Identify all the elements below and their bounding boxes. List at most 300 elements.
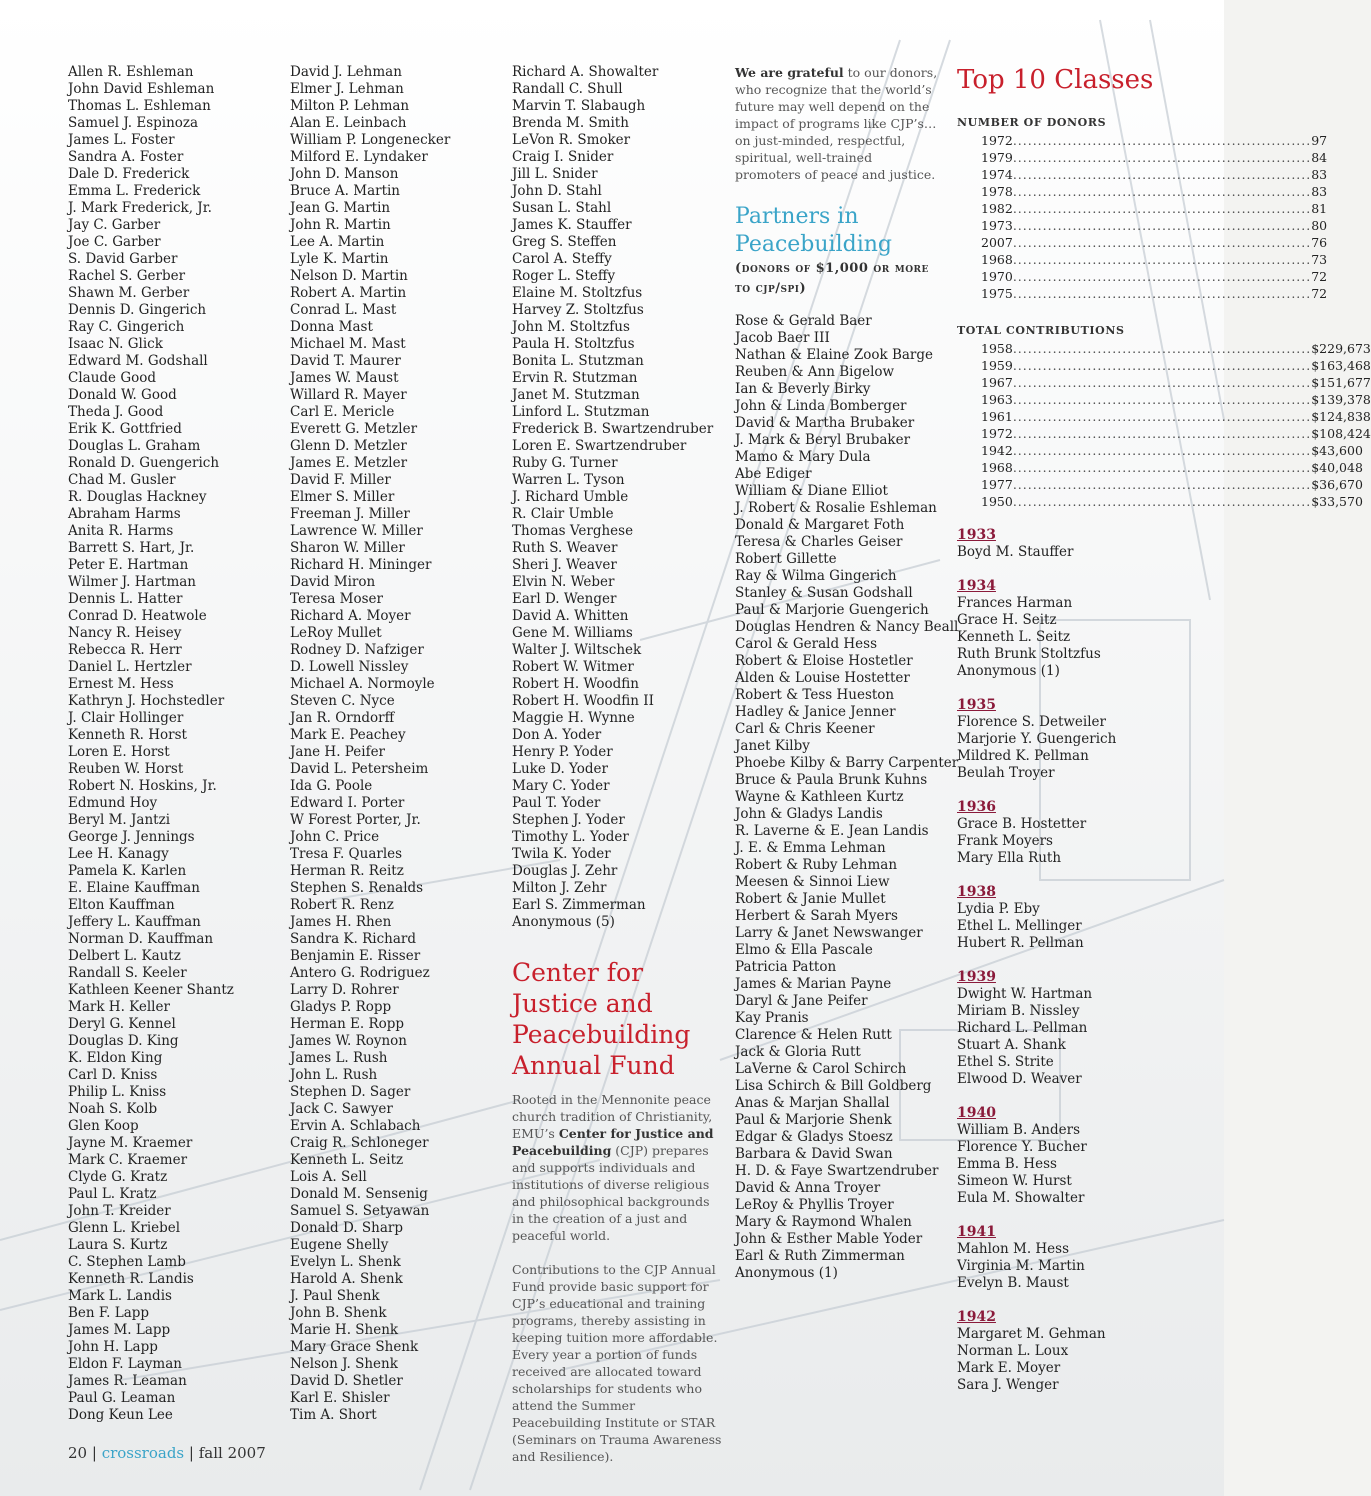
donor-name: Harvey Z. Stoltzfus [512,302,644,318]
donor-name: Florence S. Detweiler [957,714,1107,730]
donor-name: Bonita L. Stutzman [512,353,644,369]
donor-name: Benjamin E. Risser [290,948,421,964]
donor-name: Earl D. Wenger [512,591,617,607]
class-ranking-row [957,476,1363,493]
donor-name: Bruce A. Martin [290,183,401,199]
donor-column-3 [512,64,722,1465]
class-year-heading: 1935 [957,697,996,713]
donor-name: Rodney D. Nafziger [290,642,424,658]
donor-name: David & Martha Brubaker [735,415,915,431]
donor-name: Carl & Chris Keener [735,721,875,737]
class-year: 1977 [981,477,1013,492]
class-year: 1959 [981,358,1013,373]
donor-name: Jacob Baer III [735,330,830,346]
leader-dots: ............................................................ [1012,443,1312,458]
donor-name: James L. Foster [68,132,175,148]
leader-dots: ............................................................ [1012,269,1312,284]
leader-dots: ............................................................ [1012,392,1312,407]
donor-name: Reuben & Ann Bigelow [735,364,895,380]
donor-name: Carl D. Kniss [68,1067,158,1083]
class-year: 1979 [981,150,1013,165]
donor-name: Donald M. Sensenig [290,1186,428,1202]
donor-column-1 [68,64,278,1424]
donor-name: Joe C. Garber [68,234,161,250]
leader-dots: ............................................................ [1012,426,1312,441]
donor-name: Loren E. Horst [68,744,170,760]
donor-name: Milton J. Zehr [512,880,607,896]
class-value: $151,677 [1311,375,1371,390]
class-ranking-row [957,132,1328,149]
donor-name: Douglas D. King [68,1033,179,1049]
donor-name: Teresa & Charles Geiser [735,534,903,550]
class-year-heading: 1940 [957,1105,996,1121]
donor-name: Janet Kilby [735,738,810,754]
donor-name: James L. Rush [290,1050,388,1066]
donor-name: John & Esther Mable Yoder [735,1231,923,1247]
number-of-donors-heading: NUMBER OF DONORS [957,116,1107,129]
donor-name: J. Mark & Beryl Brubaker [735,432,911,448]
leader-dots: ............................................................ [1012,494,1312,509]
donor-name: Craig I. Snider [512,149,614,165]
donor-name: Robert & Tess Hueston [735,687,895,703]
donor-name: Tim A. Short [290,1407,377,1423]
donor-name: Wilmer J. Hartman [68,574,196,590]
class-ranking-row [957,340,1371,357]
class-value: 83 [1311,184,1328,199]
donor-name: Hubert R. Pellman [957,935,1084,951]
class-ranking-row [957,149,1328,166]
donor-name: Robert & Eloise Hostetler [735,653,913,669]
class-ranking-row [957,166,1328,183]
donor-name: Dennis D. Gingerich [68,302,207,318]
donor-name: David D. Shetler [290,1373,403,1389]
class-year: 1978 [981,184,1013,199]
donor-name: William P. Longenecker [290,132,451,148]
donor-name: William B. Anders [957,1122,1081,1138]
donor-name: Elvin N. Weber [512,574,615,590]
class-ranking-row [957,268,1328,285]
donor-name: Robert Gillette [735,551,837,567]
donor-name: Jayne M. Kraemer [68,1135,193,1151]
donor-name: Karl E. Shisler [290,1390,390,1406]
donor-name: Marvin T. Slabaugh [512,98,646,114]
class-value: $33,570 [1311,494,1363,509]
donor-name: Ruth S. Weaver [512,540,618,556]
donor-name: Glenn D. Metzler [290,438,407,454]
donor-name: E. Elaine Kauffman [68,880,200,896]
donor-name: D. Lowell Nissley [290,659,409,675]
donor-name: William & Diane Elliot [735,483,888,499]
donor-name: Abe Ediger [735,466,812,482]
donor-name: Grace H. Seitz [957,612,1057,628]
donor-name: Ray C. Gingerich [68,319,185,335]
donor-name: Michael A. Normoyle [290,676,435,692]
page-number: 20 [68,1444,88,1462]
donor-name: Stuart A. Shank [957,1037,1066,1053]
donor-name: Boyd M. Stauffer [957,544,1074,560]
donor-name: W Forest Porter, Jr. [290,812,421,828]
donor-name: Elmer J. Lehman [290,81,404,97]
donor-name: Larry & Janet Newswanger [735,925,923,941]
class-year: 1963 [981,392,1013,407]
donor-name: Clarence & Helen Rutt [735,1027,892,1043]
donor-name: Edgar & Gladys Stoesz [735,1129,893,1145]
donor-name: Stephen J. Yoder [512,812,625,828]
donor-name: Eugene Shelly [290,1237,389,1253]
donor-name: Norman D. Kauffman [68,931,214,947]
donor-name: Mildred K. Pellman [957,748,1089,764]
class-year: 1968 [981,252,1013,267]
leader-dots: ............................................................ [1012,477,1312,492]
donor-name: Douglas L. Graham [68,438,201,454]
donor-name: James H. Rhen [290,914,392,930]
class-value: $139,378 [1311,392,1371,407]
donor-name: James E. Metzler [290,455,408,471]
donor-name: Clyde G. Kratz [68,1169,168,1185]
donor-name: Delbert L. Kautz [68,948,181,964]
donor-name: Sheri J. Weaver [512,557,617,573]
donor-name: Robert R. Renz [290,897,394,913]
donor-name: David T. Maurer [290,353,401,369]
donor-name: John R. Martin [290,217,391,233]
donor-name: Kenneth L. Seitz [290,1152,404,1168]
donor-name: H. D. & Faye Swartzendruber [735,1163,939,1179]
donor-name: John D. Manson [290,166,399,182]
class-value: $43,600 [1311,443,1363,458]
donor-name: John L. Rush [290,1067,378,1083]
donor-name: Paul T. Yoder [512,795,601,811]
donor-name: Loren E. Swartzendruber [512,438,687,454]
top-classes-title: Top 10 Classes [957,65,1154,95]
class-year: 1972 [981,133,1013,148]
donor-name: R. Laverne & E. Jean Landis [735,823,929,839]
donor-name: Claude Good [68,370,156,386]
donor-name: LeVon R. Smoker [512,132,631,148]
class-ranking-row [957,459,1363,476]
donor-name: Dennis L. Hatter [68,591,183,607]
class-ranking-row [957,251,1328,268]
class-value: 83 [1311,167,1328,182]
donor-name: Paul G. Leaman [68,1390,176,1406]
donor-name: Jack & Gloria Rutt [735,1044,861,1060]
donor-name: Dwight W. Hartman [957,986,1093,1002]
donor-name: Ronald D. Guengerich [68,455,220,471]
donor-name: Walter J. Wiltschek [512,642,642,658]
donor-name: David L. Petersheim [290,761,429,777]
donor-name: Samuel J. Espinoza [68,115,199,131]
donor-name: J. E. & Emma Lehman [735,840,886,856]
donor-name: James & Marian Payne [735,976,892,992]
cjp-fund-title: Center for Justice and Peacebuilding Annual Fund [512,958,691,1080]
donor-name: Stephen D. Sager [290,1084,411,1100]
donor-name: David Miron [290,574,376,590]
donor-name: Ruth Brunk Stoltzfus [957,646,1101,662]
cjp-fund-paragraph-2: Contributions to the CJP Annual Fund provide basic support for CJP’s educational and training programs, thereby assisting in keeping tuition more affordable. Every year a portion of funds received are allocated toward scholarships for students who attend the Summer Peacebuilding Institute or STAR (Seminars on Trauma Awareness and Resilience). [512,1262,722,1464]
partners-subtitle: (donors of $1,000 or more to cjp/spi) [735,261,929,296]
class-value: 97 [1311,133,1328,148]
donor-name: Frederick B. Swartzendruber [512,421,714,437]
donor-name: Warren L. Tyson [512,472,625,488]
donor-name: Lee H. Kanagy [68,846,169,862]
class-value: $108,424 [1311,426,1371,441]
donor-name: Deryl G. Kennel [68,1016,176,1032]
donor-name: Henry P. Yoder [512,744,613,760]
donor-name: Kay Pranis [735,1010,809,1026]
donor-name: Mark E. Moyer [957,1360,1061,1376]
donor-name: Jack C. Sawyer [290,1101,393,1117]
donor-name: Jeffery L. Kauffman [68,914,201,930]
donor-name: Mary Ella Ruth [957,850,1062,866]
donor-name: Daniel L. Hertzler [68,659,192,675]
class-ranking-row [957,183,1328,200]
leader-dots: ............................................................ [1012,133,1312,148]
donor-name: Robert & Ruby Lehman [735,857,898,873]
partners-title: Partners in Peacebuilding [735,204,892,257]
donor-name: Dale D. Frederick [68,166,190,182]
donor-name: Meesen & Sinnoi Liew [735,874,890,890]
donor-name: Herman R. Reitz [290,863,404,879]
donor-name: LeRoy Mullet [290,625,382,641]
donor-name: Barbara & David Swan [735,1146,893,1162]
donor-name: Donna Mast [290,319,373,335]
donor-name: Miriam B. Nissley [957,1003,1080,1019]
donor-name: Barrett S. Hart, Jr. [68,540,195,556]
donor-name: J. Clair Hollinger [68,710,184,726]
class-ranking-row [957,357,1371,374]
donor-name: Isaac N. Glick [68,336,163,352]
donor-name: Ian & Beverly Birky [735,381,871,397]
class-year: 2007 [981,235,1013,250]
donor-name: Carl E. Mericle [290,404,395,420]
donor-name: Bruce & Paula Brunk Kuhns [735,772,928,788]
donor-name: K. Eldon King [68,1050,163,1066]
donor-name: Mark L. Landis [68,1288,172,1304]
donor-name: Evelyn B. Maust [957,1275,1069,1291]
donor-name: Hadley & Janice Jenner [735,704,896,720]
donor-name: Jane H. Peifer [290,744,386,760]
donor-name: Timothy L. Yoder [512,829,629,845]
donor-name: Robert H. Woodfin [512,676,640,692]
class-ranking-row [957,217,1328,234]
donor-name: John C. Price [290,829,380,845]
donor-name: Kathryn J. Hochstedler [68,693,225,709]
donor-name: Robert H. Woodfin II [512,693,654,709]
donor-name: Sandra A. Foster [68,149,184,165]
class-value: 73 [1311,252,1328,267]
donor-name: John H. Lapp [68,1339,158,1355]
leader-dots: ............................................................ [1012,358,1312,373]
class-ranking-row [957,391,1371,408]
class-value: 72 [1311,269,1328,284]
donor-name: Kenneth R. Landis [68,1271,194,1287]
donor-name: Nancy R. Heisey [68,625,182,641]
donor-name: David A. Whitten [512,608,629,624]
donor-name: Lee A. Martin [290,234,385,250]
donor-name: Wayne & Kathleen Kurtz [735,789,904,805]
donor-name: Beryl M. Jantzi [68,812,171,828]
donor-name: Freeman J. Miller [290,506,410,522]
donor-name: Douglas Hendren & Nancy Beall [735,619,959,635]
donor-name: James M. Lapp [68,1322,171,1338]
class-year-heading: 1934 [957,578,996,594]
donor-name: Abraham Harms [68,506,181,522]
donor-name: John & Gladys Landis [735,806,883,822]
class-value: 84 [1311,150,1328,165]
class-value: 76 [1311,235,1328,250]
donor-name: Elmer S. Miller [290,489,395,505]
donor-name: Florence Y. Bucher [957,1139,1087,1155]
donor-name: Edmund Hoy [68,795,158,811]
donor-name: J. Mark Frederick, Jr. [68,200,212,216]
donor-name: Robert A. Martin [290,285,407,301]
donor-name: Paul & Marjorie Guengerich [735,602,929,618]
donor-name: Paul L. Kratz [68,1186,157,1202]
donor-name: Edward M. Godshall [68,353,208,369]
donor-name: Robert N. Hoskins, Jr. [68,778,217,794]
leader-dots: ............................................................ [1012,286,1312,301]
donor-name: Donald & Margaret Foth [735,517,905,533]
donor-name: Ray & Wilma Gingerich [735,568,897,584]
donor-name: Mark E. Peachey [290,727,406,743]
class-year-heading: 1938 [957,884,996,900]
donor-name: Edward I. Porter [290,795,405,811]
donor-name: Mamo & Mary Dula [735,449,871,465]
donor-name: Mark C. Kraemer [68,1152,188,1168]
class-ranking-row [957,234,1328,251]
class-year: 1970 [981,269,1013,284]
donor-name: James R. Leaman [68,1373,187,1389]
donor-name: Gladys P. Ropp [290,999,392,1015]
magazine-name: crossroads [101,1444,185,1462]
leader-dots: ............................................................ [1012,218,1312,233]
donor-name: Richard H. Mininger [290,557,432,573]
donor-name: Steven C. Nyce [290,693,395,709]
donor-name: J. Paul Shenk [290,1288,380,1304]
donor-name: Allen R. Eshleman [68,64,194,80]
donor-name: Donald W. Good [68,387,177,403]
leader-dots: ............................................................ [1012,184,1312,199]
donor-name: Thomas L. Eshleman [68,98,211,114]
class-year: 1942 [981,443,1013,458]
donor-name: Richard A. Showalter [512,64,659,80]
donor-name: David J. Lehman [290,64,402,80]
donor-name: David & Anna Troyer [735,1180,881,1196]
donor-name: Elton Kauffman [68,897,175,913]
class-year-heading: 1942 [957,1309,996,1325]
donor-name: Nelson J. Shenk [290,1356,398,1372]
donor-name: Mary & Raymond Whalen [735,1214,912,1230]
class-value: 81 [1311,201,1328,216]
donor-name: Paul & Marjorie Shenk [735,1112,892,1128]
donor-name: Peter E. Hartman [68,557,189,573]
donor-name: Elwood D. Weaver [957,1071,1082,1087]
donor-name: Anonymous (5) [512,914,615,930]
donor-name: J. Richard Umble [512,489,629,505]
donor-name: Ben F. Lapp [68,1305,150,1321]
page-footer: 20 | crossroads | fall 2007 [68,1444,266,1462]
donor-name: Elaine M. Stoltzfus [512,285,643,301]
donor-name: Maggie H. Wynne [512,710,635,726]
donor-name: Carol & Gerald Hess [735,636,878,652]
donor-name: Marie H. Shenk [290,1322,399,1338]
donor-name: Glen Koop [68,1118,139,1134]
leader-dots: ............................................................ [1012,167,1312,182]
class-year-heading: 1933 [957,527,996,543]
donor-name: Nathan & Elaine Zook Barge [735,347,933,363]
donor-name: Ruby G. Turner [512,455,618,471]
donor-name: J. Robert & Rosalie Eshleman [735,500,937,516]
donor-name: Evelyn L. Shenk [290,1254,401,1270]
donor-name: Marjorie Y. Guengerich [957,731,1117,747]
donor-name: Ervin R. Stutzman [512,370,638,386]
donor-name: Teresa Moser [290,591,383,607]
donor-name: Erik K. Gottfried [68,421,182,437]
donor-name: Sharon W. Miller [290,540,405,556]
donor-name: Frank Moyers [957,833,1053,849]
donor-name: Philip L. Kniss [68,1084,167,1100]
donor-name: Chad M. Gusler [68,472,176,488]
donor-name: Mary C. Yoder [512,778,610,794]
donor-name: Dong Keun Lee [68,1407,173,1423]
class-ranking-row [957,200,1328,217]
class-value: $36,670 [1311,477,1363,492]
donor-name: Robert & Janie Mullet [735,891,886,907]
donor-name: Shawn M. Gerber [68,285,190,301]
donor-name: Emma L. Frederick [68,183,201,199]
donor-name: Earl & Ruth Zimmerman [735,1248,905,1264]
donor-name: Ervin A. Schlabach [290,1118,421,1134]
donor-name: Lyle K. Martin [290,251,389,267]
donor-name: Laura S. Kurtz [68,1237,168,1253]
donor-name: Rachel S. Gerber [68,268,186,284]
donor-name: Pamela K. Karlen [68,863,187,879]
donor-name: Douglas J. Zehr [512,863,618,879]
donor-name: John & Linda Bomberger [735,398,907,414]
donor-name: Mary Grace Shenk [290,1339,419,1355]
donor-name: Earl S. Zimmerman [512,897,646,913]
class-year-heading: 1936 [957,799,996,815]
donor-name: Thomas Verghese [512,523,634,539]
donor-name: Craig R. Schloneger [290,1135,429,1151]
donor-name: James W. Roynon [290,1033,408,1049]
donor-name: Anita R. Harms [68,523,174,539]
donor-name: Daryl & Jane Peifer [735,993,868,1009]
donor-name: Susan L. Stahl [512,200,612,216]
class-value: $229,673 [1311,341,1371,356]
leader-dots: ............................................................ [1012,201,1312,216]
donor-name: Ernest M. Hess [68,676,174,692]
donor-name: Ethel L. Mellinger [957,918,1082,934]
class-ranking-row [957,493,1363,510]
donor-name: Michael M. Mast [290,336,406,352]
partners-column [735,64,959,1282]
class-value: 72 [1311,286,1328,301]
class-value: $163,468 [1311,358,1371,373]
donor-name: Frances Harman [957,595,1073,611]
donor-name: Patricia Patton [735,959,837,975]
class-year: 1961 [981,409,1013,424]
class-value: 80 [1311,218,1328,233]
donor-name: Jean G. Martin [290,200,391,216]
donor-name: C. Stephen Lamb [68,1254,186,1270]
cjp-fund-paragraph-1: Rooted in the Mennonite peace church tradition of Christianity, EMU’s Center for Justice and Peacebuilding (CJP) prepares and supports individuals and institutions of diverse religious and philosophical backgrounds in the creation of a just and peaceful world. [512,1092,714,1243]
donor-column-2 [290,64,500,1424]
donor-name: Kathleen Keener Shantz [68,982,234,998]
leader-dots: ............................................................ [1012,409,1312,424]
donor-name: Everett G. Metzler [290,421,418,437]
grateful-intro: We are grateful to our donors, who recognize that the world’s future may well depend on the impact of programs like CJP’s…on just-minded, respectful, spiritual, well-trained promoters of peace and justice. [735,65,938,182]
donor-name: John M. Stoltzfus [512,319,630,335]
